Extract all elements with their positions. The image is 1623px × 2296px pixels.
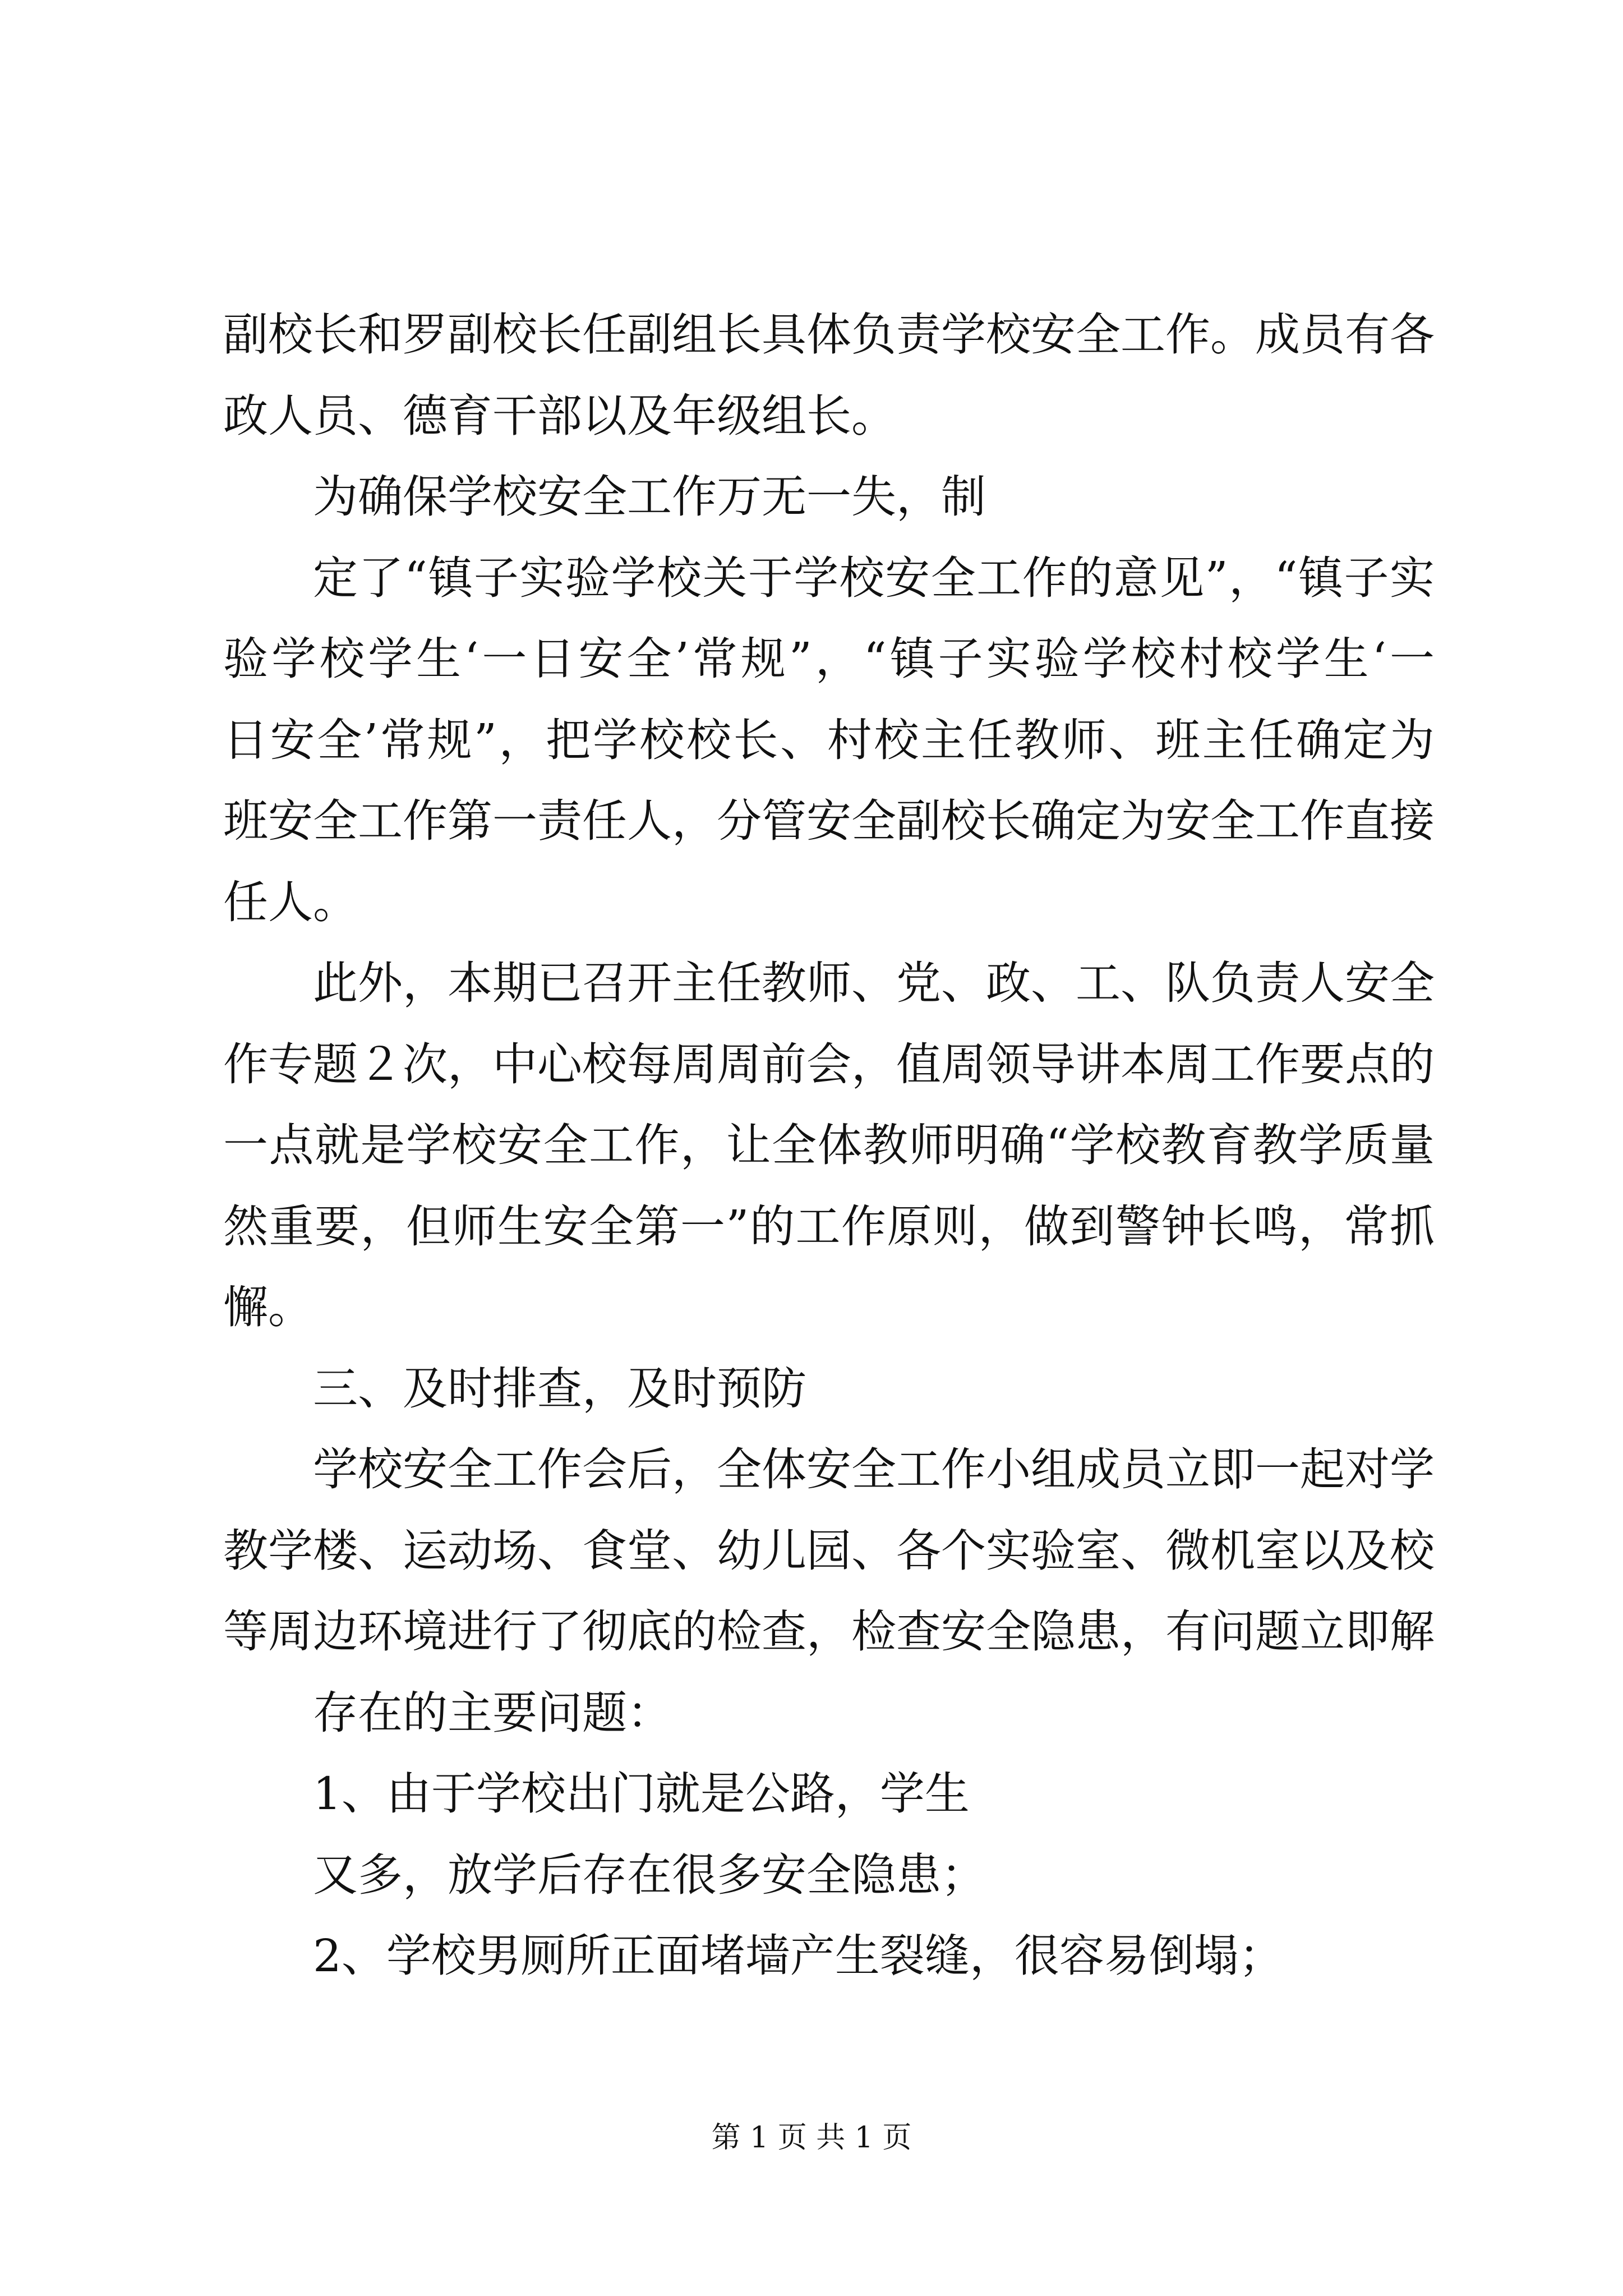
- text-line: 副校长和罗副校长任副组长具体负责学校安全工作。成员有各: [223, 309, 1435, 361]
- text-line: 又多，放学后存在很多安全隐患；: [313, 1848, 986, 1901]
- text-line: 政人员、德育干部以及年级组长。: [223, 389, 896, 442]
- section-heading: 三、及时排查，及时预防: [313, 1362, 806, 1415]
- text-line: 一点就是学校安全工作，让全体教师明确“学校教育教学质量: [223, 1119, 1435, 1171]
- document-body: [223, 295, 1435, 1997]
- text-line: 懈。: [223, 1281, 313, 1333]
- text-line: 班安全工作第一责任人，分管安全副校长确定为安全工作直接: [223, 795, 1435, 847]
- text-line: 为确保学校安全工作万无一失，制: [313, 471, 986, 523]
- list-item: 2、学校男厕所正面堵墙产生裂缝，很容易倒塌；: [313, 1930, 1284, 1982]
- text-line: 等周边环境进行了彻底的检查，检查安全隐患，有问题立即解: [223, 1605, 1435, 1658]
- text-line: 教学楼、运动场、食堂、幼儿园、各个实验室、微机室以及校: [223, 1524, 1435, 1577]
- page-footer: [0, 2118, 1623, 2157]
- page-number-label: 第 1 页 共 1 页: [711, 2121, 912, 2155]
- text-line: 此外，本期已召开主任教师、党、政、工、队负责人安全: [313, 957, 1435, 1009]
- text-line: 存在的主要问题：: [313, 1686, 672, 1739]
- text-line: 日安全’常规”，把学校校长、村校主任教师、班主任确定为: [223, 714, 1435, 766]
- text-line: 学校安全工作会后，全体安全工作小组成员立即一起对学: [313, 1443, 1435, 1496]
- text-line: 作专题２次，中心校每周周前会，值周领导讲本周工作要点的: [223, 1038, 1435, 1091]
- list-item: 1、由于学校出门就是公路，学生: [313, 1768, 970, 1820]
- text-line: 验学校学生‘一日安全’常规”，“镇子实验学校村校学生‘一: [223, 633, 1435, 685]
- text-line: 然重要，但师生安全第一”的工作原则，做到警钟长鸣，常抓: [223, 1200, 1435, 1253]
- text-line: 任人。: [223, 876, 358, 928]
- text-line: 定了“镇子实验学校关于学校安全工作的意见”，“镇子实: [313, 551, 1435, 604]
